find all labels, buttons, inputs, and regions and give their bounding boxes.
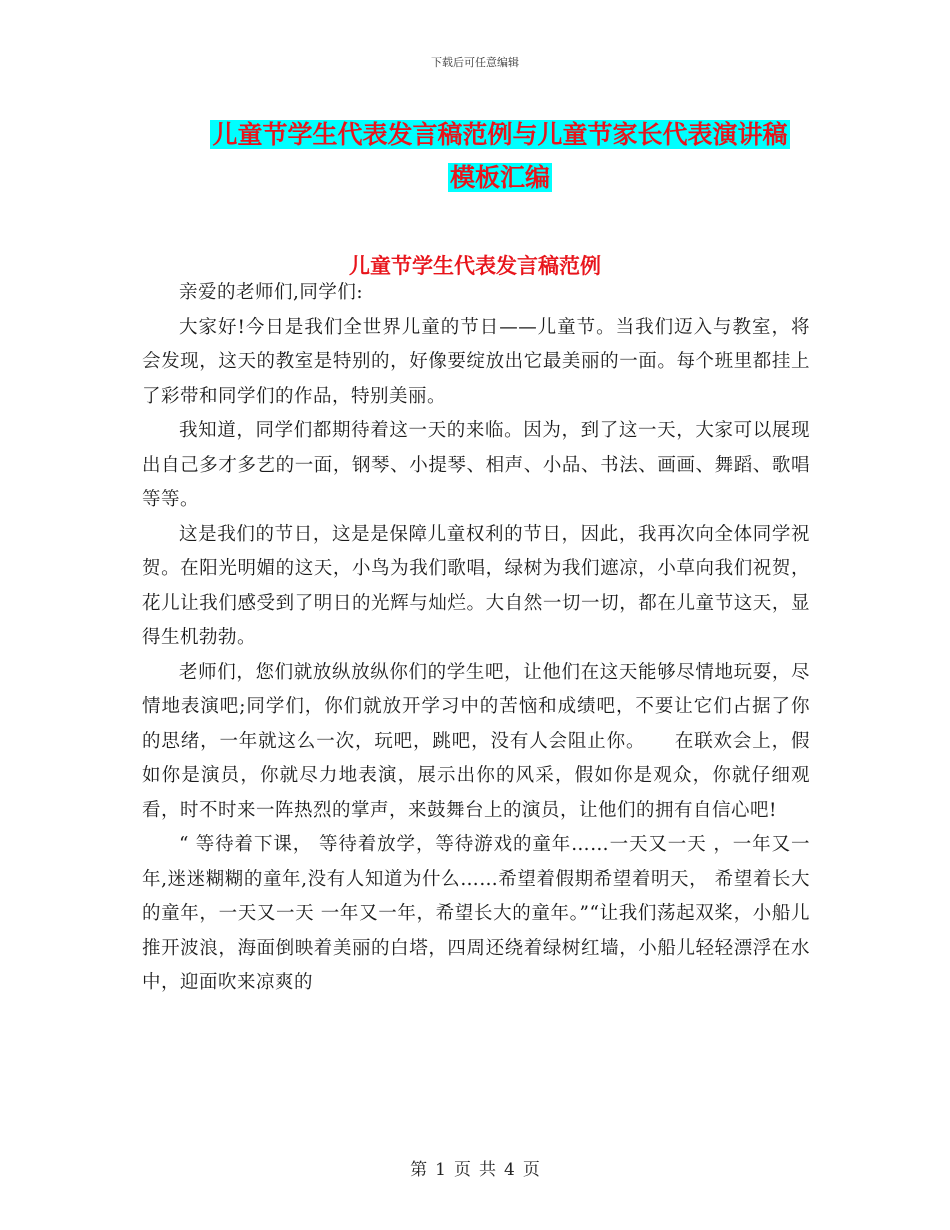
footer-mid-1: 页 <box>454 1160 471 1180</box>
paragraph: 我知道，同学们都期待着这一天的来临。因为，到了这一天，大家可以展现出自己多才多艺的一面，钢琴、小提琴、相声、小品、书法、画画、舞蹈、歌唱等等。 <box>142 420 810 510</box>
page-total: 4 <box>504 1160 515 1180</box>
paragraph: 老师们，您们就放纵放纵你们的学生吧，让他们在这天能够尽情地玩耍，尽情地表演吧;同学们，你们就放开学习中的苦恼和成绩吧，不要让它们占据了你的思绪，一年就这么一次，玩吧，跳吧，没有人会阻止你。 在联欢会上，假如你是演员，你就尽力地表演，展示出你的风采，假如你是观众，你就仔细观看，时不时来一阵热烈的掌声，来鼓舞台上的演员，让他们的拥有自信心吧! <box>142 661 810 821</box>
title-highlight-1: 儿童节学生代表发言稿范例与儿童节家长代表演讲稿 <box>212 120 788 149</box>
paragraph: 这是我们的节日，这是是保障儿童权利的节日，因此，我再次向全体同学祝贺。在阳光明媚的这天，小鸟为我们歌唱，绿树为我们遮凉，小草向我们祝贺，花儿让我们感受到了明日的光辉与灿烂。大自然一切一切，都在儿童节这天，显得生机勃勃。 <box>142 523 810 648</box>
paragraph-greeting: 亲爱的老师们,同学们: <box>179 282 364 303</box>
paragraph: “ 等待着下课， 等待着放学，等待游戏的童年……一天又一天 ，一年又一年,迷迷糊糊的童年,没有人知道为什么……希望着假期希望着明天， 希望着长大的童年，一天又一天 一年又一年，希望长大的童年。”“让我们荡起双桨，小船儿推开波浪，海面倒映着美丽的白塔，四周还绕着绿树红墙，小船儿轻轻漂浮在水中，迎面吹来凉爽的 <box>142 834 810 993</box>
footer-suffix: 页 <box>522 1160 540 1180</box>
footer-mid-2: 共 <box>479 1160 496 1180</box>
title-highlight-2: 模板汇编 <box>449 163 550 192</box>
document-body <box>142 276 810 1001</box>
page-number: 1 <box>435 1160 446 1180</box>
paragraph: 大家好!今日是我们全世界儿童的节日——儿童节。当我们迈入与教室，将会发现，这天的教室是特别的，好像要绽放出它最美丽的一面。每个班里都挂上了彩带和同学们的作品，特别美丽。 <box>142 316 810 407</box>
page-footer <box>0 1155 950 1180</box>
document-title-line-1 <box>150 115 850 151</box>
footer-prefix: 第 <box>410 1160 428 1180</box>
document-title-line-2 <box>150 158 850 194</box>
section-title: 儿童节学生代表发言稿范例 <box>349 254 601 278</box>
header-note: 下载后可任意编辑 <box>431 56 519 69</box>
